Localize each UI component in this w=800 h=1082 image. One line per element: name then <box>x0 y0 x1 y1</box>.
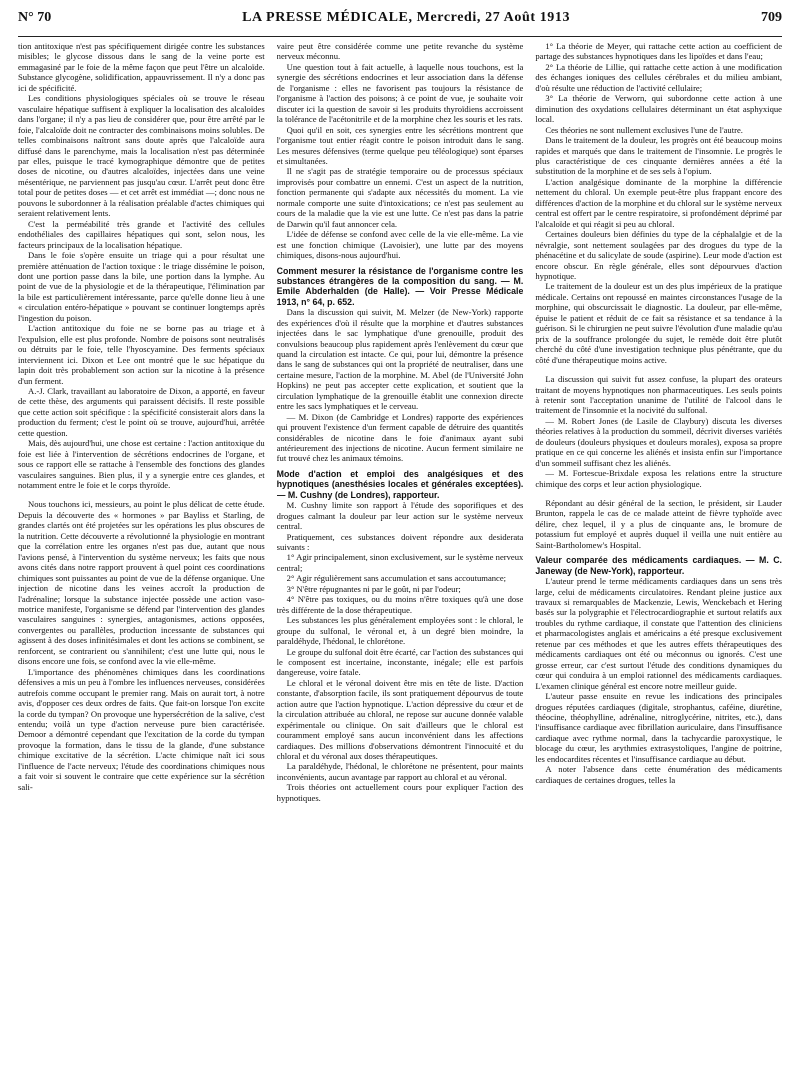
column-1 <box>18 41 265 1081</box>
paragraph: Certaines douleurs bien définies du type de la céphalalgie et de la névralgie, sont nettement soulagées par des drogues du type de la phénacétine et du salicylate de soude (aspirine). Leur mode d'action est encore obscur. En règle générale, elles sont dépourvues d'action hypnotique. <box>535 229 782 281</box>
list-item: 2° La théorie de Lillie, qui rattache cette action à une modification des échanges ioniques des cellules cérébrales et du milieu ambiant, d'où résulte une réduction de l'activité cellulaire; <box>535 61 782 93</box>
paragraph: A.-J. Clark, travaillant au laboratoire de Dixon, a apporté, en faveur de cette thèse, des arguments qui paraissent décisifs. Il reste possible que cette action soit spécifique : la spécificité consisterait alors dans la production du ferment; c'est le point où se trouve, aujourd'hui, arrêtée cette question. <box>18 385 265 438</box>
paragraph: Trois théories ont actuellement cours pour expliquer l'action des hypnotiques. <box>276 782 524 803</box>
section-heading: Comment mesurer la résistance de l'organisme contre les substances étrangères de la composition du sang. — M. Emile Abderhalden (de Halle). — Voir Presse Médicale 1913, n° 64, p. 652. <box>276 265 524 307</box>
paragraph: tion antitoxique n'est pas spécifiquement dirigée contre les substances misibles; le glycose dissous dans le sang de la veine porte est emmagasiné par le foie de la même façon que peut l'être un alcaloïde. Substance glycogène, solidification, appauvrissement. Il n'y a donc pas ici de spécificité. <box>18 41 265 93</box>
column-3 <box>535 41 782 1081</box>
paragraph: Le chloral et le véronal doivent être mis en tête de liste. D'action constante, d'absorption facile, ils sont pratiquement dépourvus de toute action autre que l'action hypnotique. L'action dépressive du cœur et de la circulation attribuée au chloral, ne repose sur aucune donnée valable expérimentale ou clinique. On sait d'ailleurs que le chloral est couramment employé sans aucun inconvénient dans les affections cardiaques. Des millions d'observations démontrent l'innocuité et du chloral et du véronal aux doses thérapeutiques. <box>276 677 524 762</box>
column-2 <box>277 41 524 1081</box>
paragraph: L'auteur prend le terme médicaments cardiaques dans un sens très large, celui de médicaments circulatoires. Rendant pleine justice aux travaux si remarquables de Mackenzie, Lewis, Wenckebach et Hering basés sur la polygraphie et l'électrocardiographie et surtout relatifs aux troubles du rythme cardiaque, il constate que l'attention des cliniciens et pharmacologistes anglais et américains a été presque exclusivement retenue par ces méthodes et que les autres effets thérapeutiques des médicaments cardiaques ont été ou méconnus ou ignorés. C'est une grosse erreur, car c'est surtout l'étude des conditions dynamiques du cœur qui conduira à un emploi rationnel des médicaments cardiaques. L'examen clinique général est encore notre meilleur guide. <box>535 576 782 691</box>
paragraph: Nous touchons ici, messieurs, au point le plus délicat de cette étude. Depuis la découverte des « hormones » par Bayliss et Starling, de grandes clartés ont été projetées sur les opérations les plus obscures de la nutrition. Cette découverte a révolutionné la physiologie en montrant que la corrélation entre les organes n'est pas due, autant que nous l'avions pensé, à l'intervention du système nerveux; les faits que nous avons cités dans notre rapport prouvent à quel point ces coordinations chimiques sont puissantes au point de vue de la défense organique. Une injection de nicotine dans les veines accroît la production de l'adrénaline; lorsque la substance injectée possède une action vaso-motrice manifeste, l'organisme se défend par l'intervention des glandes vasculaires sanguines : synergies, antagonismes, actions opposées, convergentes ou parallèles, production incessante de substances qui agissent à des doses infinitésimales et dont les actions se combinent, se renforcent, se contrarient ou s'annihilent; c'est une lutte qui, nous le disons encore une fois, se confond avec la vie elle-même. <box>18 499 265 667</box>
list-item: 2° Agir régulièrement sans accumulation et sans accoutumance; <box>286 573 507 584</box>
paragraph: Ces théories ne sont nullement exclusives l'une de l'autre. <box>545 124 743 135</box>
paragraph: Les conditions physiologiques spéciales où se trouve le réseau vasculaire hépatique suffisent à expliquer la localisation des alcaloïdes dans l'organe; il n'y a pas lieu de considérer que, pour être arrêté par le foie, l'alcaloïde doit ne contracter des combinaisons moins solubles. De telles combinaisons naîtront sans doute après que l'alcaloïde aura diffusé dans le parenchyme, mais la localisation n'est pas déterminée par elles, puisque le tracé kymographique démontre que de petites doses de nicotine, ou d'autres alcaloïdes, injectées dans une veine mésentérique, ne parviennent pas jusqu'au cœur. L'arrêt peut donc être total pour de petites doses — et cet arrêt est immédiat —; donc nous ne pouvons le subordonner à la réalisation préalable d'actes chimiques qui seraient relativement lents. <box>18 93 265 219</box>
list-item: 3° La théorie de Verworn, qui subordonne cette action à une diminution des oxydations cellulaires déterminant un état asphyxique local. <box>535 93 782 125</box>
paragraph: La discussion qui suivit fut assez confuse, la plupart des orateurs traitant de moyens hypnotiques non pharmaceutiques. Les seuls points à retenir sont l'acceptation unanime de l'utilité de l'alcool dans le traitement de l'insomnie et la nocivité du sulfonal. <box>535 374 782 416</box>
columns <box>18 41 782 1081</box>
paragraph: Dans la discussion qui suivit, M. Melzer (de New-York) rapporte des expériences d'où il résulte que la morphine et d'autres substances injectées dans le sac lymphatique d'une grenouille, produit des convulsions beaucoup plus rapidement après l'enlèvement du cœur que quand la circulation est intacte. Ce qui, pour lui, démontre la présence dans le sang de substances qui ont la propriété de neutraliser, dans une certaine mesure, l'action de la morphine. M. Abel (de l'Université John Hopkins) ne peut pas accepter cette explication, et soutient que la circulation lymphatique de la grenouille établit une connexion directe entre les sacs lymphatiques et le cerveau. <box>276 307 524 412</box>
section-heading: Valeur comparée des médicaments cardiaques. — M. C. Janeway (de New-York), rapporteur. <box>535 555 782 576</box>
paragraph: L'idée de défense se confond avec celle de la vie elle-même. La vie est une fonction chimique (Lavoisier), une lutte par des moyens chimiques, disons-nous aujourd'hui. <box>276 229 524 261</box>
paragraph: Quoi qu'il en soit, ces synergies entre les sécrétions montrent que l'organisme tout entier réagit contre le poison introduit dans le sang. Les mesures défensives (terme quelque peu téléologique) sont éparses et simultanées. <box>276 124 524 166</box>
paragraph: L'action antitoxique du foie ne se borne pas au triage et à l'expulsion, elle est plus profonde. Nombre de poisons sont neutralisés ou détruits par le foie, telle l'hyoscyamine. Des ferments spéciaux interviennent ici. Dixon et Lee ont montré que le suc hépatique du lapin doit très probablement son action sur la nicotine à la présence d'un ferment. <box>18 323 265 386</box>
section-gap <box>18 490 265 499</box>
paragraph: L'action analgésique dominante de la morphine la différencie nettement du chloral. Un exemple peut-être plus frappant encore des différences d'action de la morphine et du chloral sur le système nerveux central est offert par le centre respiratoire, si profondément déprimé par l'alcaloïde et qui réagit si peu au chloral. <box>535 176 782 229</box>
paragraph: C'est la perméabilité très grande et l'activité des cellules endothéliales des capillaires hépatiques qui sont, selon nous, les facteurs principaux de la localisation hépatique. <box>18 218 265 250</box>
section-gap <box>535 365 782 374</box>
section-heading: Mode d'action et emploi des analgésiques et des hypnotiques (anesthésies locales et générales exceptées). — M. Cushny (de Londres), rapporteur. <box>276 468 524 500</box>
paragraph: vaire peut être considérée comme une petite revanche du système nerveux méconnu. <box>276 41 524 62</box>
paragraph: Il ne s'agit pas de stratégie temporaire ou de processus spéciaux improvisés pour combattre un ennemi. C'est un aspect de la nutrition, fonction permanente qui s'adapte aux nécessités du moment. La vie normale comporte une suite d'intoxications; ce n'est pas seulement au cours de la maladie que la vie est une lutte. Ce n'est pas dans la patrie de Darwin qu'il faut annoncer cela. <box>276 166 524 229</box>
paragraph: Une question tout à fait actuelle, à laquelle nous touchons, est la synergie des sécrétions endocrines et leur association dans la défense de l'organisme : elles ne favorisent pas toujours la résistance de l'organisme à l'action des poisons; à ce point de vue, je souhaite voir discuter ici la question de savoir si les produits thyroïdiens accroissent la tolérance de l'acétonitrile et de la morphine chez les souris et les rats. <box>276 61 524 125</box>
paragraph: — M. Dixon (de Cambridge et Londres) rapporte des expériences qui prouvent l'existence d'un ferment capable de détruire des quantités considérables de nicotine dans le foie d'animaux ayant subi antérieurement des injections de nicotine. Aucun ferment similaire ne fut trouvé chez les animaux témoins. <box>276 411 524 464</box>
paragraph: M. Cushny limite son rapport à l'étude des soporifiques et des drogues calmant la douleur par leur action sur le système nerveux central. <box>276 500 524 532</box>
paragraph: Les substances les plus généralement employées sont : le chloral, le groupe du sulfonal, le véronal et, à un degré bien moindre, la paraldéhyde, l'hédonal, le chlorétone. <box>276 615 524 647</box>
paragraph: Dans le traitement de la douleur, les progrès ont été beaucoup moins rapides et marqués que dans le traitement de l'insomnie. Le progrès le plus caractéristique de ces cinquante dernières années a été la substitution de la morphine et de ses sels à l'opium. <box>535 135 782 177</box>
paragraph: A noter l'absence dans cette énumération des médicaments cardiaques de certaines drogues, telles la <box>535 764 782 785</box>
paragraph: Le groupe du sulfonal doit être écarté, car l'action des substances qui le composent est incertaine, inconstante, inégale; elle est parfois dangereuse, voire fatale. <box>276 646 524 678</box>
paragraph: Répondant au désir général de la section, le président, sir Lauder Brunton, rappela le cas de ce malade atteint de fièvre typhoïde avec délire, chez lequel, il y a plus de cinquante ans, le bromure de potassium fut employé et auprès duquel il veilla une nuit entière au Saint-Bartholomew's Hospital. <box>535 498 782 550</box>
section-gap <box>535 489 782 498</box>
list-item: 4° N'être pas toxiques, ou du moins n'être toxiques qu'à une dose très différente de la dose thérapeutique. <box>276 594 524 615</box>
paragraph: Dans le foie s'opère ensuite un triage qui a pour résultat une première atténuation de l'action toxique : le triage dissémine le poison, dont une portion passe dans la bile, une portion dans la lymphe. Au point de vue de la physiologie et de la thérapeutique, l'élimination par la bile est particulièrement intéressante, parce qu'elle donne lieu à une « circulation entéro-hépatique » pouvant se continuer longtemps après l'ingestion du poison. <box>18 250 265 323</box>
paragraph: — M. Fortescue-Brixdale exposa les relations entre la structure chimique des corps et leur action physiologique. <box>535 468 782 489</box>
page-header <box>18 10 782 37</box>
list-item: 1° Agir principalement, sinon exclusivement, sur le système nerveux central; <box>276 552 524 573</box>
list-item: 1° La théorie de Meyer, qui rattache cette action au coefficient de partage des substances hypnotiques dans les lipoïdes et dans l'eau; <box>535 41 782 62</box>
paragraph: L'importance des phénomènes chimiques dans les coordinations défensives a mis un peu à l'ombre les influences nerveuses, considérées autrefois comme occupant le premier rang. Mais on aurait tort, à notre avis, d'opposer ces deux ordres de faits. Que fait-on lorsque l'on excite la corde du tympan? On provoque une hypersécrétion de la salive, c'est entendu; voilà un type d'action nerveuse pure bien caractérisée. Demoor a démontré cependant que l'excitation de la corde du tympan provoque la formation, dans le tissu de la glande, d'une substance chimique excitative de la sécrétion. L'acte chimique naît ici sous l'influence de l'acte nerveux; l'étude des coordinations chimiques nous a fait voir si souvent le contraire que cette expérience sur la sécrétion sali- <box>18 666 265 792</box>
paragraph: Pratiquement, ces substances doivent répondre aux desiderata suivants : <box>276 531 524 552</box>
journal-title-date: LA PRESSE MÉDICALE, Mercredi, 27 Août 1913 <box>242 10 571 25</box>
paragraph: L'auteur passe ensuite en revue les indications des principales drogues réputées cardiaques (digitale, strophantus, caféine, diurétine, théocine, théophylline, adrénaline, nitroglycérine, nitrites, etc.), dans l'insuffisance cardiaque avec fibrillation auriculaire, dans l'insuffisance cardiaque avec rythme normal, dans la tachycardie paroxystique, le blocage du cœur, les arythmies extrasystoliques, l'angine de poitrine, les endocardites récentes et l'insuffisance cardiaque au début. <box>535 691 782 764</box>
issue-number: N° 70 <box>18 10 52 25</box>
paragraph: La paraldéhyde, l'hédonal, le chlorétone ne présentent, pour maints inconvénients, aucun avantage par rapport au chloral et au véronal. <box>276 761 524 782</box>
page-number: 709 <box>760 10 782 25</box>
paragraph: Le traitement de la douleur est un des plus impérieux de la pratique médicale. Certains ont repoussé en maintes circonstances l'usage de la morphine, qui obscurcissait le diagnostic. La douleur, par elle-même, épuise le patient et réduit de ce fait sa résistance et sa tendance à la guérison. Si le chirurgien ne peut suivre l'évolution d'une maladie qu'au prix de la souffrance prolongée du sujet, le remède doit être plutôt cherché du côté d'une investigation technique plus pénétrante, que du côté d'une thérapeutique moins active. <box>535 281 782 365</box>
list-item: 3° N'être répugnantes ni par le goût, ni par l'odeur; <box>286 583 461 594</box>
paragraph: Mais, dès aujourd'hui, une chose est certaine : l'action antitoxique du foie est liée à l'intervention de sécrétions endocrines de l'organe, et sous ce rapport elle se rattache à l'ensemble des fonctions des glandes vasculaires sanguines. Bien plus, il y a synergie entre ces glandes, et notamment entre le foie et le corps thyroïde. <box>18 438 265 491</box>
paragraph: — M. Robert Jones (de Lasile de Claybury) discuta les diverses théories relatives à la production du sommeil, décrivit diverses variétés de douleurs (douleurs physiques et douleurs morales), exposa sa propre pratique en ce qui concerne les aliénés et insista enfin sur l'importance d'un sommeil suffisant chez les aliénés. <box>535 415 782 468</box>
